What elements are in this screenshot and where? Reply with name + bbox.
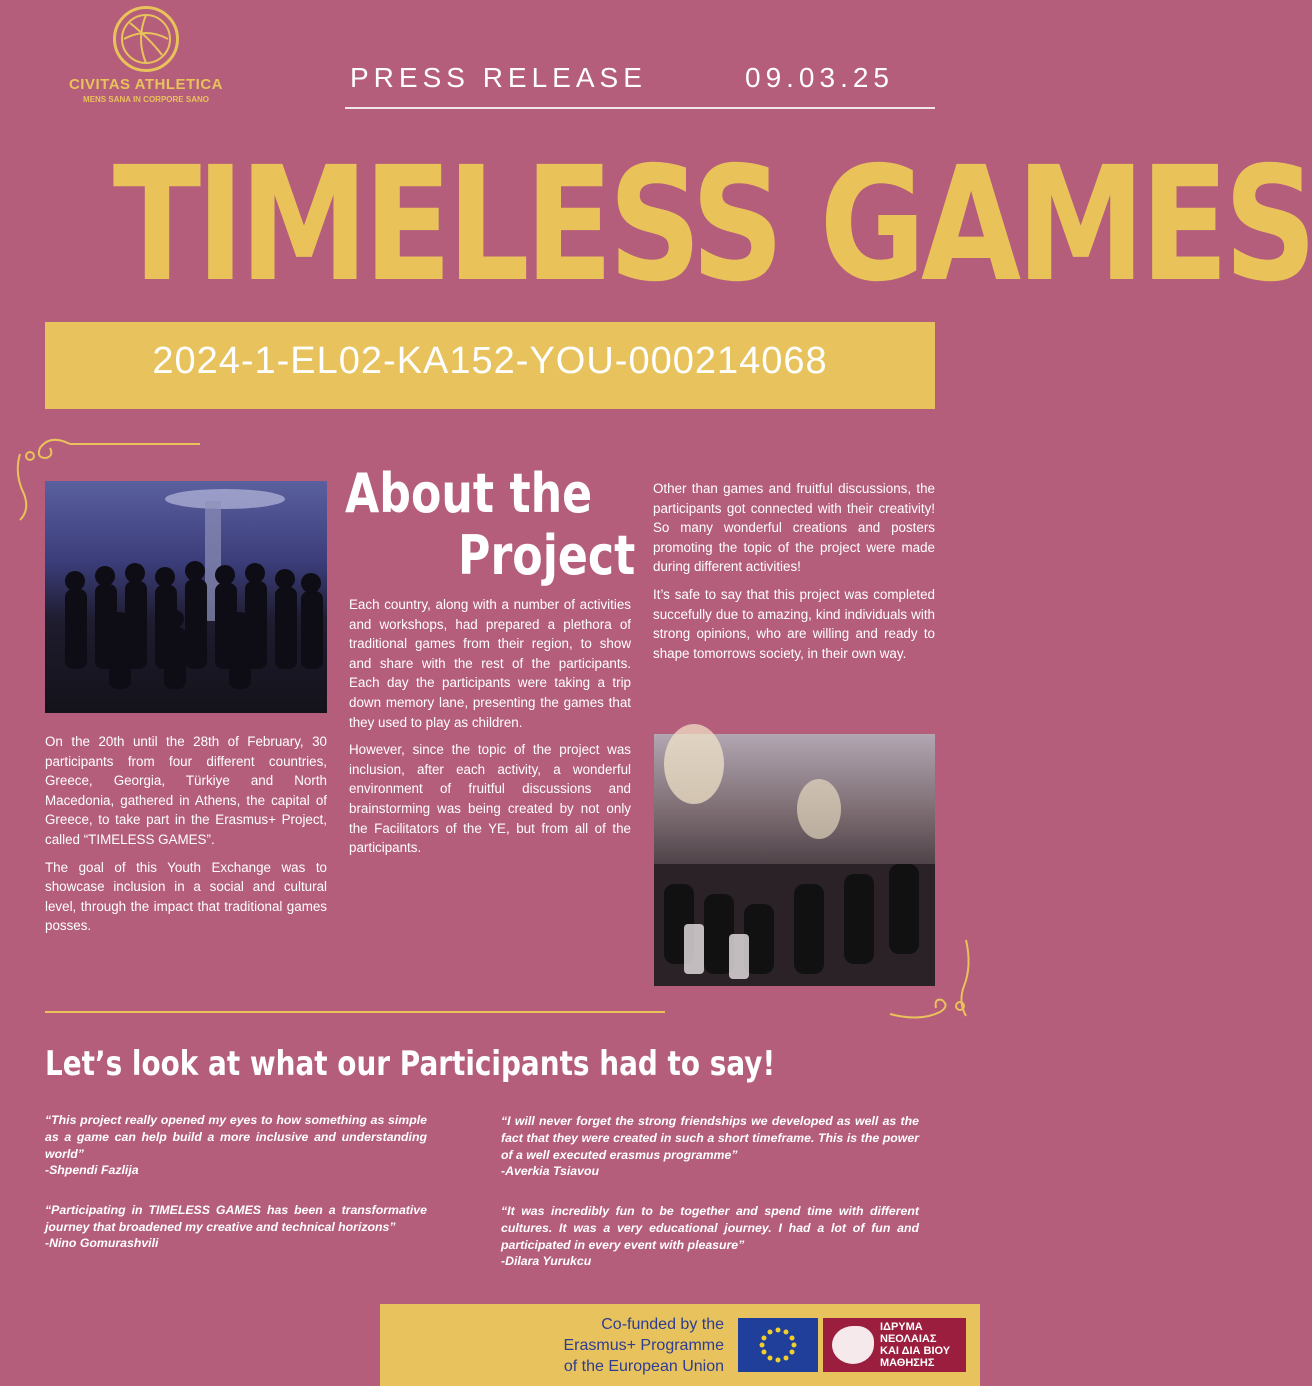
partner-line-3: ΚΑΙ ΔΙΑ ΒΙΟΥ bbox=[880, 1345, 951, 1357]
header-divider bbox=[345, 107, 935, 109]
activity-photo bbox=[654, 734, 935, 986]
about-title-line1: About the bbox=[345, 462, 593, 525]
column-1-paragraph-2: The goal of this Youth Exchange was to showcase inclusion in a social and cultural level, through the impact that traditional games posses. bbox=[45, 859, 327, 934]
quote-3-author: -Averkia Tsiavou bbox=[501, 1164, 599, 1178]
quote-3-text: “I will never forget the strong friendships we developed as well as the fact that they were created in such a short timeframe. This is the power of a well executed erasmus programme” bbox=[501, 1114, 919, 1162]
group-photo bbox=[45, 481, 327, 713]
group-photo-illustration bbox=[45, 481, 327, 713]
column-3 bbox=[653, 479, 935, 663]
quote-2-author: -Nino Gomurashvili bbox=[45, 1236, 159, 1250]
activity-photo-illustration bbox=[654, 734, 935, 986]
quote-1-text: “This project really opened my eyes to how something as simple as a game can help build a more inclusive and understanding world” bbox=[45, 1113, 427, 1161]
column-2 bbox=[349, 595, 631, 858]
logo-motto: MENS SANA IN CORPORE SANO bbox=[83, 95, 209, 104]
project-code: 2024-1-EL02-KA152-YOU-000214068 bbox=[152, 340, 828, 382]
quote-1-author: -Shpendi Fazlija bbox=[45, 1163, 139, 1177]
logo-name: CIVITAS ATHLETICA bbox=[68, 76, 224, 93]
quote-1 bbox=[45, 1112, 427, 1177]
quotes-title: Let’s look at what our Participants had to say! bbox=[45, 1044, 776, 1084]
partner-line-1: ΙΔΡΥΜΑ bbox=[880, 1321, 923, 1333]
press-release-label: PRESS RELEASE bbox=[350, 62, 647, 93]
cofunded-line-2: Erasmus+ Programme bbox=[563, 1337, 724, 1354]
cofunded-text bbox=[540, 1314, 724, 1377]
quote-4-author: -Dilara Yurukcu bbox=[501, 1254, 592, 1268]
quote-2 bbox=[45, 1202, 427, 1250]
column-3-paragraph-2: It’s safe to say that this project was completed succefully due to amazing, kind individuals with strong opinions, who are willing and ready to shape tomorrows society, in their own way. bbox=[653, 586, 935, 661]
partner-line-2: ΝΕΟΛΑΙΑΣ bbox=[880, 1333, 937, 1345]
column-1 bbox=[45, 732, 327, 936]
quote-4-text: “It was incredibly fun to be together and spend time with different cultures. It was a very educational journey. I had a lot of fun and participated in every event with pleasure” bbox=[501, 1204, 919, 1252]
eu-stars-icon bbox=[738, 1318, 818, 1372]
column-3-paragraph-1: Other than games and fruitful discussions, the participants got connected with their creativity! So many wonderful creations and posters promoting the topic of the project were made during different activities! bbox=[653, 481, 935, 575]
column-2-paragraph-1: Each country, along with a number of activities and workshops, had prepared a plethora of traditional games from their region, to show and share with the rest of the participants. Each day the participants were taking a trip down memory lane, presenting the games that they used to play as children. bbox=[349, 597, 631, 730]
column-1-paragraph-1: On the 20th until the 28th of February, 30 participants from four different countries, Greece, Georgia, Türkiye and North Macedonia, gathered in Athens, the capital of Greece, to take part in the Erasmus+ Project, called “TIMELESS GAMES”. bbox=[45, 734, 327, 847]
partner-name bbox=[880, 1321, 964, 1369]
basketball-icon bbox=[116, 9, 176, 69]
main-title: TIMELESS GAMES bbox=[112, 133, 1312, 317]
partner-line-4: ΜΑΘΗΣΗΣ bbox=[880, 1357, 935, 1369]
column-2-paragraph-2: However, since the topic of the project was inclusion, after each activity, a wonderful environment of fruitful discussions and brainstorming was being created by not only the Facilitators of the YE, but from all of the participants. bbox=[349, 742, 631, 856]
release-date: 09.03.25 bbox=[745, 62, 894, 93]
quote-2-text: “Participating in TIMELESS GAMES has been a transformative journey that broadened my creative and technical horizons” bbox=[45, 1203, 427, 1234]
eu-flag-icon bbox=[738, 1318, 818, 1372]
about-title-line2: Project bbox=[458, 524, 636, 587]
cofunded-line-1: Co-funded by the bbox=[601, 1316, 724, 1333]
partner-head-icon bbox=[832, 1326, 874, 1364]
logo-emblem bbox=[113, 6, 179, 72]
quote-4 bbox=[501, 1203, 919, 1268]
cofunded-line-3: of the European Union bbox=[563, 1358, 724, 1375]
quote-3 bbox=[501, 1113, 919, 1178]
section-divider bbox=[45, 1011, 665, 1013]
